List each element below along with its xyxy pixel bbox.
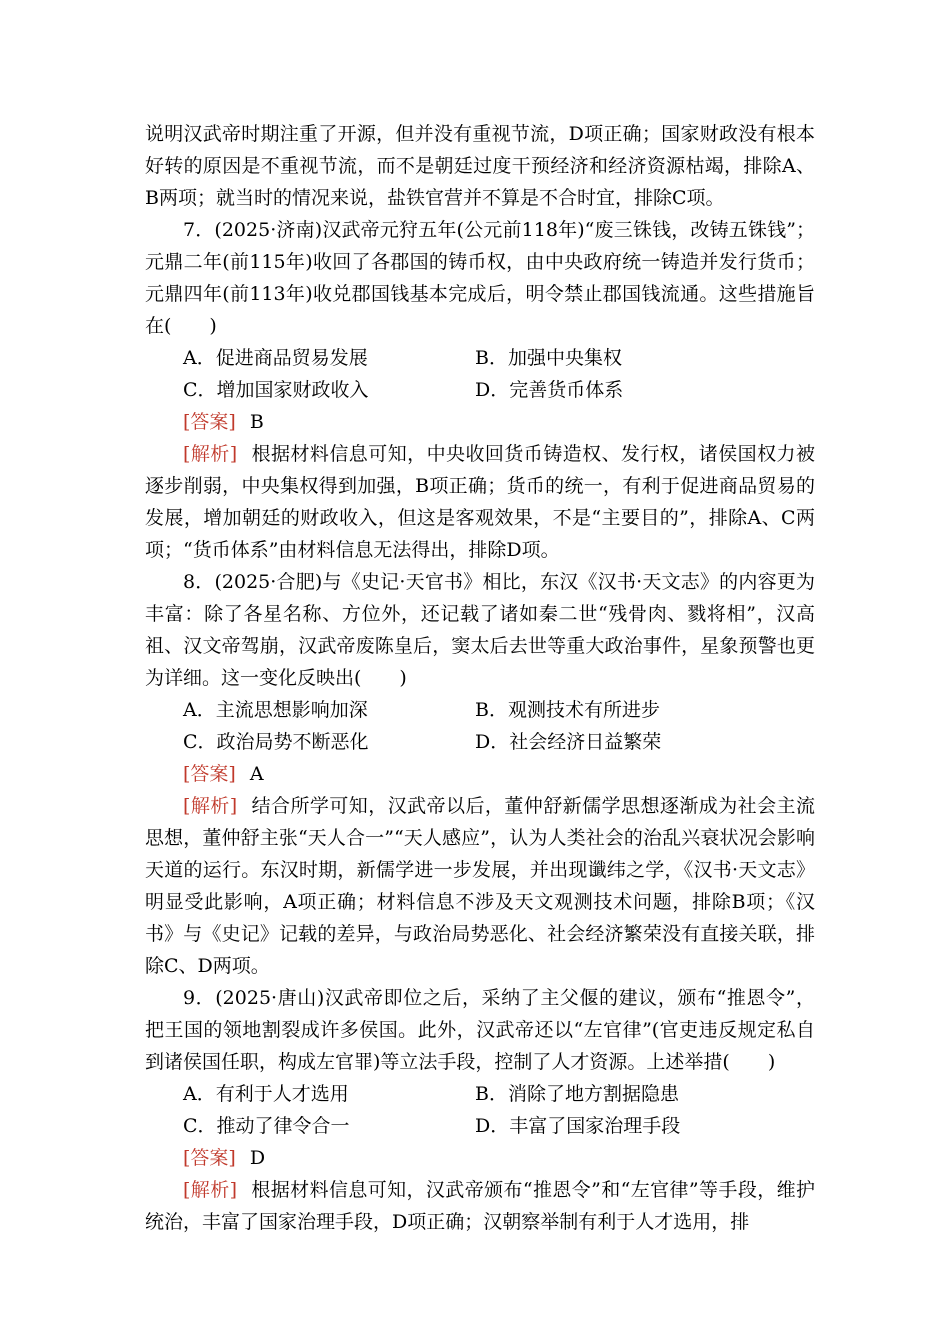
options-row bbox=[145, 726, 815, 758]
question-stem: 7．(2025·济南)汉武帝元狩五年(公元前118年)“废三铢钱，改铸五铢钱”；元鼎二年(前115年)收回了各郡国的铸币权，由中央政府统一铸造并发行货币；元鼎四年(前113年)收兑郡国钱基本完成后，明令禁止郡国钱流通。这些措施旨在( ) bbox=[145, 219, 815, 337]
option-c: C．政治局势不断恶化 bbox=[183, 731, 369, 753]
answer-tag: [答案] bbox=[183, 411, 236, 433]
analysis-paragraph bbox=[145, 790, 815, 982]
question-8 bbox=[145, 566, 815, 982]
analysis-tag: [解析] bbox=[183, 443, 238, 465]
question-7 bbox=[145, 214, 815, 566]
question-9 bbox=[145, 982, 815, 1238]
options-row bbox=[145, 342, 815, 374]
option-b: B．观测技术有所进步 bbox=[475, 699, 660, 721]
analysis-paragraph bbox=[145, 438, 815, 566]
analysis-tag: [解析] bbox=[183, 795, 238, 817]
options-row bbox=[145, 374, 815, 406]
option-a: A．主流思想影响加深 bbox=[183, 699, 368, 721]
answer-tag: [答案] bbox=[183, 763, 236, 785]
analysis-text: 根据材料信息可知，中央收回货币铸造权、发行权，诸侯国权力被逐步削弱，中央集权得到加强，B项正确；货币的统一，有利于促进商品贸易的发展，增加朝廷的财政收入，但这是客观效果，不是“主要目的”，排除A、C两项；“货币体系”由材料信息无法得出，排除D项。 bbox=[145, 443, 815, 561]
option-b: B．消除了地方割据隐患 bbox=[475, 1083, 679, 1105]
question-stem: 9．(2025·唐山)汉武帝即位之后，采纳了主父偃的建议，颁布“推恩令”，把王国的领地割裂成许多侯国。此外，汉武帝还以“左官律”(官吏违反规定私自到诸侯国任职，构成左官罪)等立法手段，控制了人才资源。上述举措( ) bbox=[145, 987, 815, 1073]
answer-line bbox=[145, 758, 815, 790]
answer-tag: [答案] bbox=[183, 1147, 236, 1169]
analysis-text: 结合所学可知，汉武帝以后，董仲舒新儒学思想逐渐成为社会主流思想，董仲舒主张“天人合一”“天人感应”，认为人类社会的治乱兴衰状况会影响天道的运行。东汉时期，新儒学进一步发展，并出现谶纬之学，《汉书·天文志》明显受此影响，A项正确；材料信息不涉及天文观测技术问题，排除B项；《汉书》与《史记》记载的差异，与政治局势恶化、社会经济繁荣没有直接关联，排除C、D两项。 bbox=[145, 795, 815, 977]
option-a: A．有利于人才选用 bbox=[183, 1083, 349, 1105]
options-row bbox=[145, 694, 815, 726]
question-stem: 8．(2025·合肥)与《史记·天官书》相比，东汉《汉书·天文志》的内容更为丰富：除了各星名称、方位外，还记载了诸如秦二世“残骨肉、戮将相”，汉高祖、汉文帝驾崩，汉武帝废陈皇后，窦太后去世等重大政治事件，星象预警也更为详细。这一变化反映出( ) bbox=[145, 571, 815, 689]
analysis-text: 根据材料信息可知，汉武帝颁布“推恩令”和“左官律”等手段，维护统治，丰富了国家治理手段，D项正确；汉朝察举制有利于人才选用，排 bbox=[145, 1179, 815, 1233]
option-b: B．加强中央集权 bbox=[475, 347, 622, 369]
options-row bbox=[145, 1078, 815, 1110]
option-a: A．促进商品贸易发展 bbox=[183, 347, 368, 369]
option-d: D．社会经济日益繁荣 bbox=[475, 731, 662, 753]
answer-line bbox=[145, 406, 815, 438]
analysis-paragraph bbox=[145, 1174, 815, 1238]
option-c: C．推动了律令合一 bbox=[183, 1115, 350, 1137]
intro-paragraph: 说明汉武帝时期注重了开源，但并没有重视节流，D项正确；国家财政没有根本好转的原因是不重视节流，而不是朝廷过度干预经济和经济资源枯竭，排除A、B两项；就当时的情况来说，盐铁官营并不算是不合时宜，排除C项。 bbox=[145, 123, 815, 209]
options-row bbox=[145, 1110, 815, 1142]
option-d: D．丰富了国家治理手段 bbox=[475, 1115, 681, 1137]
option-d: D．完善货币体系 bbox=[475, 379, 624, 401]
answer-value: D bbox=[249, 1147, 266, 1169]
option-c: C．增加国家财政收入 bbox=[183, 379, 369, 401]
answer-value: B bbox=[249, 411, 264, 433]
document-page bbox=[145, 118, 815, 1238]
answer-value: A bbox=[249, 763, 264, 785]
answer-line bbox=[145, 1142, 815, 1174]
analysis-tag: [解析] bbox=[183, 1179, 237, 1201]
